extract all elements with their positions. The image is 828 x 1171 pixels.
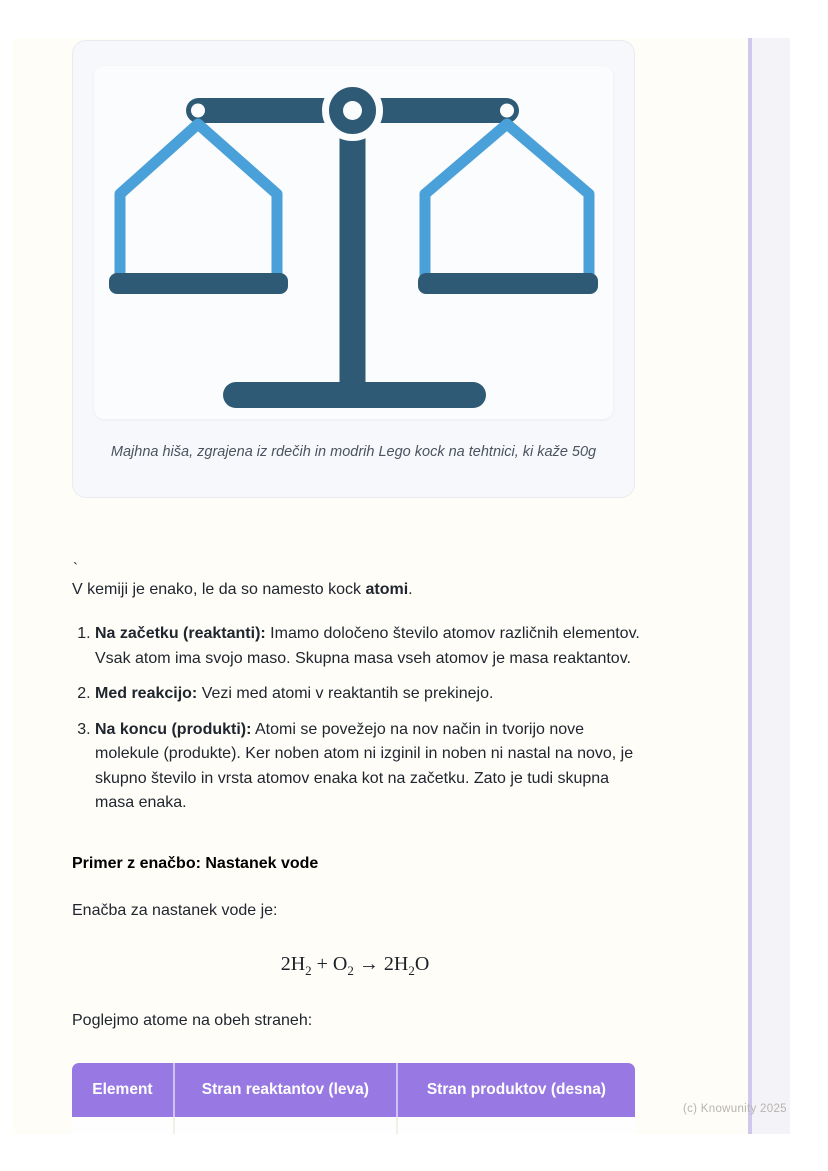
equation-term: → 2H [353, 953, 409, 975]
table-header-element: Element [72, 1063, 174, 1117]
equation-term: O [414, 953, 430, 975]
table-header-row [72, 1063, 635, 1117]
list-item-products [95, 718, 640, 816]
document-page [13, 38, 748, 1134]
stray-backtick-text: ` [73, 560, 78, 577]
side-gutter [752, 38, 790, 1134]
list-item-body: Imamo določeno število atomov različnih elementov. Vsak atom ima svojo maso. Skupna masa vseh atomov je masa reaktantov. [95, 625, 640, 667]
list-item-during-reaction [95, 682, 640, 707]
equation-term: + O [311, 953, 348, 975]
intro-text-bold: atomi [365, 581, 409, 598]
intro-text-pre: V kemiji je enako, le da so namesto kock [72, 581, 366, 598]
table-header-reactants: Stran reaktantov (leva) [174, 1063, 397, 1117]
chemical-equation [72, 951, 638, 984]
table-intro: Poglejmo atome na obeh straneh: [72, 1012, 313, 1029]
list-item-lead: Med reakcijo: [95, 685, 198, 702]
list-item-lead: Na začetku (reaktanti): [95, 625, 266, 642]
balance-scale-icon [94, 66, 613, 419]
steps-list [72, 622, 640, 827]
section-subheading: Primer z enačbo: Nastanek vode [72, 855, 319, 872]
figure-image [94, 66, 613, 419]
atoms-table [72, 1063, 635, 1134]
intro-text-post: . [408, 581, 413, 598]
equation-subscript: 2 [305, 963, 312, 978]
figure-caption: Majhna hiša, zgrajena iz rdečih in modrih Lego kock na tehtnici, ki kaže 50g [110, 444, 597, 460]
equation-subscript: 2 [408, 963, 415, 978]
watermark-text: (c) Knowunity 2025 [683, 1103, 787, 1115]
list-item-reactants [95, 622, 640, 671]
figure-card [72, 40, 635, 498]
equation-intro: Enačba za nastanek vode je: [72, 902, 278, 919]
table-header-products: Stran produktov (desna) [397, 1063, 635, 1117]
equation-subscript: 2 [347, 963, 354, 978]
list-item-lead: Na koncu (produkti): [95, 720, 252, 738]
list-item-body: Atomi se povežejo na nov način in tvorijo nove molekule (produkte). Ker noben atom ni izginil in noben ni nastal na novo, je skupno število in vrsta atomov enaka kot na začetku. Zato je tudi skupna masa enaka. [95, 720, 634, 811]
table-row [72, 1117, 635, 1134]
intro-paragraph [72, 578, 638, 603]
list-item-body: Vezi med atomi v reaktantih se prekinejo. [197, 685, 494, 702]
equation-term: 2H [280, 953, 306, 975]
